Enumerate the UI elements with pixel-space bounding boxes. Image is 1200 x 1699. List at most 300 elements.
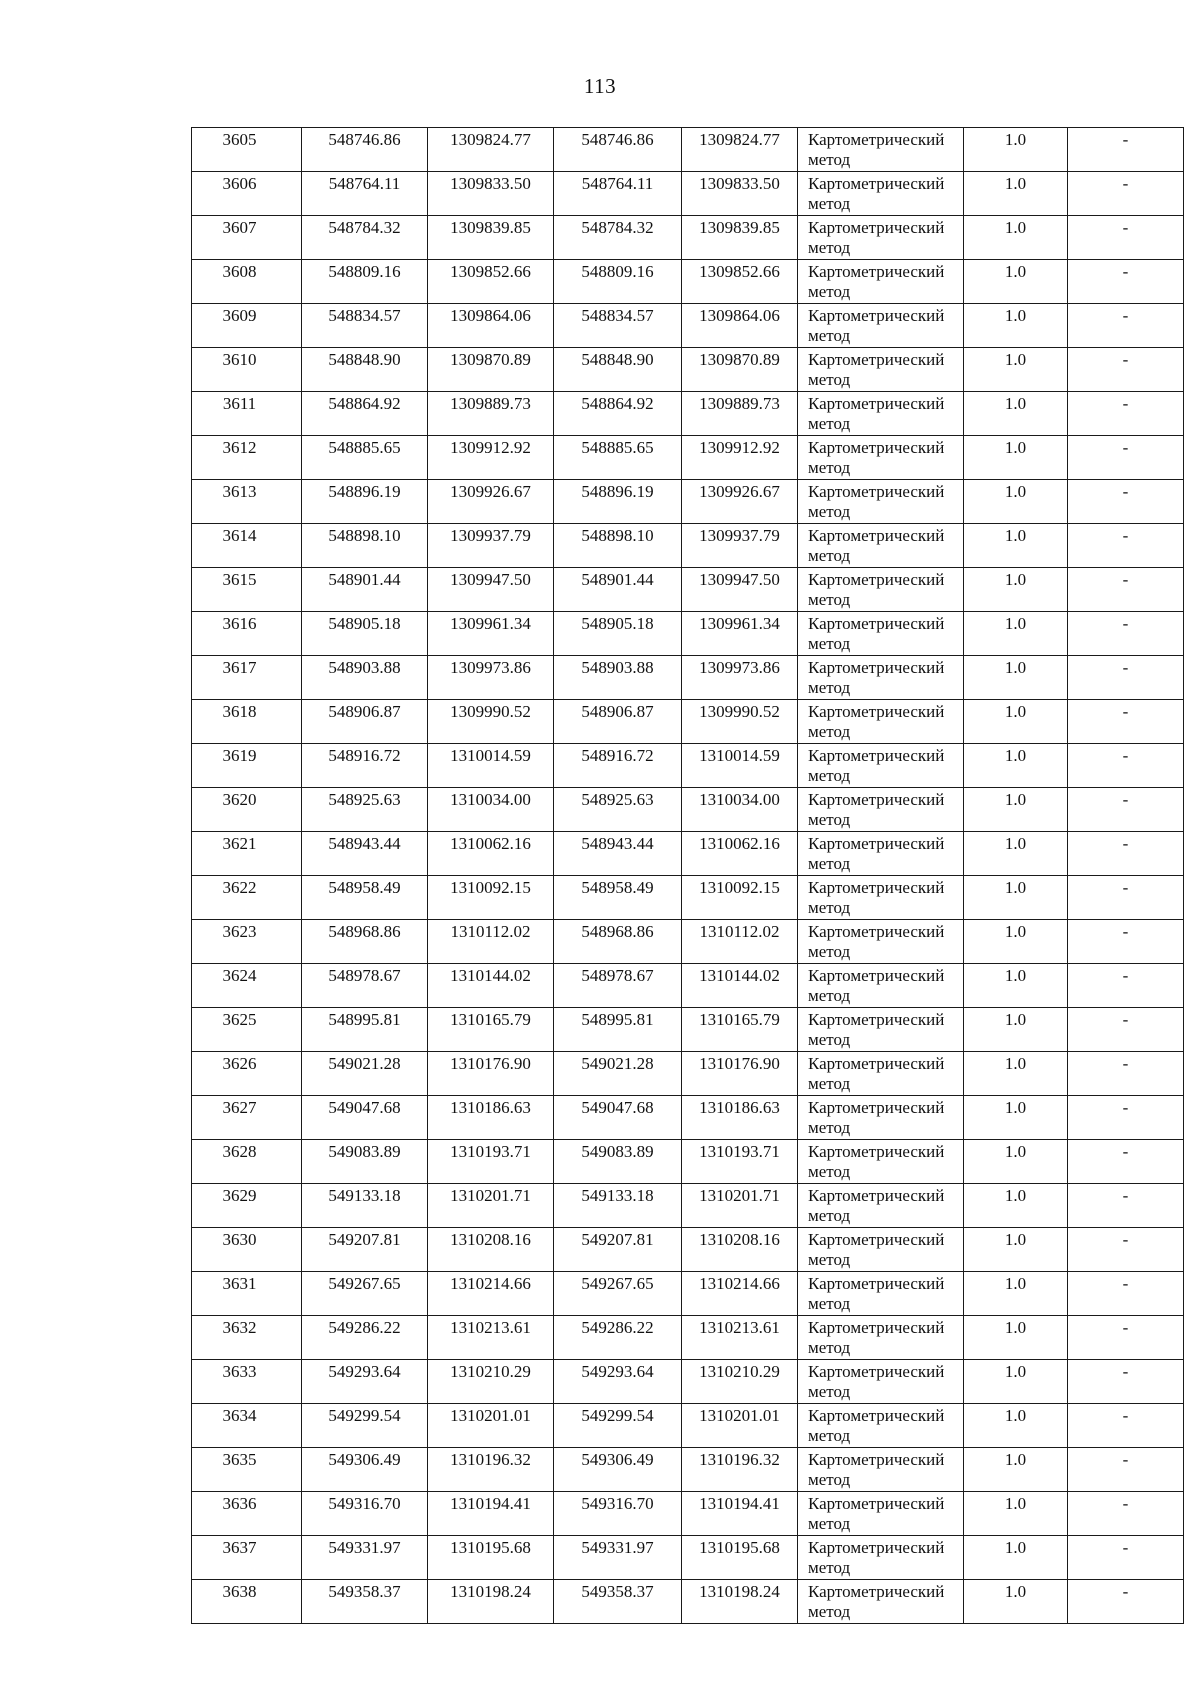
table-row xyxy=(192,700,1184,744)
note-cell: - xyxy=(1068,392,1184,436)
table-row xyxy=(192,1272,1184,1316)
method-cell: Картометрический метод xyxy=(798,876,964,920)
accuracy-cell: 1.0 xyxy=(964,1008,1068,1052)
point-number-cell: 3617 xyxy=(192,656,302,700)
accuracy-cell: 1.0 xyxy=(964,348,1068,392)
x-existing-cell: 548848.90 xyxy=(302,348,428,392)
point-number-cell: 3618 xyxy=(192,700,302,744)
y-existing-cell: 1310112.02 xyxy=(428,920,554,964)
method-cell: Картометрический метод xyxy=(798,1228,964,1272)
y-existing-cell: 1310210.29 xyxy=(428,1360,554,1404)
x-existing-cell: 548898.10 xyxy=(302,524,428,568)
point-number-cell: 3606 xyxy=(192,172,302,216)
x-refined-cell: 548906.87 xyxy=(554,700,682,744)
x-existing-cell: 548809.16 xyxy=(302,260,428,304)
method-cell: Картометрический метод xyxy=(798,788,964,832)
note-cell: - xyxy=(1068,1184,1184,1228)
table-row xyxy=(192,920,1184,964)
x-refined-cell: 549293.64 xyxy=(554,1360,682,1404)
x-existing-cell: 549083.89 xyxy=(302,1140,428,1184)
y-existing-cell: 1310092.15 xyxy=(428,876,554,920)
table-row xyxy=(192,568,1184,612)
y-refined-cell: 1310195.68 xyxy=(682,1536,798,1580)
accuracy-cell: 1.0 xyxy=(964,1360,1068,1404)
y-existing-cell: 1309889.73 xyxy=(428,392,554,436)
y-existing-cell: 1310195.68 xyxy=(428,1536,554,1580)
accuracy-cell: 1.0 xyxy=(964,216,1068,260)
y-refined-cell: 1310186.63 xyxy=(682,1096,798,1140)
x-existing-cell: 548995.81 xyxy=(302,1008,428,1052)
point-number-cell: 3633 xyxy=(192,1360,302,1404)
x-refined-cell: 549316.70 xyxy=(554,1492,682,1536)
point-number-cell: 3615 xyxy=(192,568,302,612)
x-refined-cell: 548885.65 xyxy=(554,436,682,480)
y-existing-cell: 1310034.00 xyxy=(428,788,554,832)
x-refined-cell: 549286.22 xyxy=(554,1316,682,1360)
y-refined-cell: 1310092.15 xyxy=(682,876,798,920)
y-existing-cell: 1309961.34 xyxy=(428,612,554,656)
y-refined-cell: 1309870.89 xyxy=(682,348,798,392)
method-cell: Картометрический метод xyxy=(798,1360,964,1404)
y-refined-cell: 1309926.67 xyxy=(682,480,798,524)
x-refined-cell: 549083.89 xyxy=(554,1140,682,1184)
method-cell: Картометрический метод xyxy=(798,832,964,876)
method-cell: Картометрический метод xyxy=(798,260,964,304)
y-existing-cell: 1310201.71 xyxy=(428,1184,554,1228)
note-cell: - xyxy=(1068,1360,1184,1404)
accuracy-cell: 1.0 xyxy=(964,656,1068,700)
x-refined-cell: 549299.54 xyxy=(554,1404,682,1448)
x-refined-cell: 548848.90 xyxy=(554,348,682,392)
table-row xyxy=(192,1096,1184,1140)
x-existing-cell: 548896.19 xyxy=(302,480,428,524)
x-refined-cell: 549207.81 xyxy=(554,1228,682,1272)
note-cell: - xyxy=(1068,1008,1184,1052)
table-row xyxy=(192,612,1184,656)
method-cell: Картометрический метод xyxy=(798,1272,964,1316)
method-cell: Картометрический метод xyxy=(798,964,964,1008)
point-number-cell: 3631 xyxy=(192,1272,302,1316)
x-refined-cell: 548764.11 xyxy=(554,172,682,216)
y-refined-cell: 1310112.02 xyxy=(682,920,798,964)
note-cell: - xyxy=(1068,1140,1184,1184)
note-cell: - xyxy=(1068,744,1184,788)
note-cell: - xyxy=(1068,700,1184,744)
method-cell: Картометрический метод xyxy=(798,1316,964,1360)
note-cell: - xyxy=(1068,436,1184,480)
accuracy-cell: 1.0 xyxy=(964,480,1068,524)
table-row xyxy=(192,964,1184,1008)
y-refined-cell: 1309912.92 xyxy=(682,436,798,480)
accuracy-cell: 1.0 xyxy=(964,832,1068,876)
x-refined-cell: 548925.63 xyxy=(554,788,682,832)
y-refined-cell: 1309990.52 xyxy=(682,700,798,744)
y-existing-cell: 1310208.16 xyxy=(428,1228,554,1272)
accuracy-cell: 1.0 xyxy=(964,1492,1068,1536)
accuracy-cell: 1.0 xyxy=(964,1272,1068,1316)
accuracy-cell: 1.0 xyxy=(964,172,1068,216)
note-cell: - xyxy=(1068,788,1184,832)
y-existing-cell: 1309839.85 xyxy=(428,216,554,260)
page-number: 113 xyxy=(583,74,617,98)
point-number-cell: 3624 xyxy=(192,964,302,1008)
note-cell: - xyxy=(1068,1052,1184,1096)
method-cell: Картометрический метод xyxy=(798,1448,964,1492)
table-row xyxy=(192,1404,1184,1448)
table-row xyxy=(192,524,1184,568)
accuracy-cell: 1.0 xyxy=(964,260,1068,304)
method-cell: Картометрический метод xyxy=(798,172,964,216)
accuracy-cell: 1.0 xyxy=(964,304,1068,348)
note-cell: - xyxy=(1068,172,1184,216)
x-existing-cell: 548943.44 xyxy=(302,832,428,876)
point-number-cell: 3637 xyxy=(192,1536,302,1580)
y-refined-cell: 1310213.61 xyxy=(682,1316,798,1360)
x-existing-cell: 549133.18 xyxy=(302,1184,428,1228)
table-row xyxy=(192,436,1184,480)
note-cell: - xyxy=(1068,1316,1184,1360)
y-existing-cell: 1309824.77 xyxy=(428,128,554,172)
point-number-cell: 3635 xyxy=(192,1448,302,1492)
x-existing-cell: 548968.86 xyxy=(302,920,428,964)
accuracy-cell: 1.0 xyxy=(964,1404,1068,1448)
note-cell: - xyxy=(1068,656,1184,700)
accuracy-cell: 1.0 xyxy=(964,700,1068,744)
y-refined-cell: 1310165.79 xyxy=(682,1008,798,1052)
method-cell: Картометрический метод xyxy=(798,744,964,788)
x-refined-cell: 549047.68 xyxy=(554,1096,682,1140)
note-cell: - xyxy=(1068,1272,1184,1316)
y-refined-cell: 1310062.16 xyxy=(682,832,798,876)
y-existing-cell: 1310062.16 xyxy=(428,832,554,876)
accuracy-cell: 1.0 xyxy=(964,1228,1068,1272)
y-refined-cell: 1310144.02 xyxy=(682,964,798,1008)
point-number-cell: 3614 xyxy=(192,524,302,568)
x-refined-cell: 548834.57 xyxy=(554,304,682,348)
y-existing-cell: 1310213.61 xyxy=(428,1316,554,1360)
x-existing-cell: 548958.49 xyxy=(302,876,428,920)
x-existing-cell: 548916.72 xyxy=(302,744,428,788)
x-refined-cell: 549331.97 xyxy=(554,1536,682,1580)
accuracy-cell: 1.0 xyxy=(964,524,1068,568)
x-refined-cell: 548864.92 xyxy=(554,392,682,436)
y-refined-cell: 1310210.29 xyxy=(682,1360,798,1404)
x-existing-cell: 549286.22 xyxy=(302,1316,428,1360)
table-row xyxy=(192,832,1184,876)
point-number-cell: 3609 xyxy=(192,304,302,348)
method-cell: Картометрический метод xyxy=(798,1140,964,1184)
method-cell: Картометрический метод xyxy=(798,1580,964,1624)
x-existing-cell: 548834.57 xyxy=(302,304,428,348)
x-existing-cell: 548764.11 xyxy=(302,172,428,216)
y-existing-cell: 1310165.79 xyxy=(428,1008,554,1052)
point-number-cell: 3626 xyxy=(192,1052,302,1096)
y-existing-cell: 1310193.71 xyxy=(428,1140,554,1184)
method-cell: Картометрический метод xyxy=(798,920,964,964)
point-number-cell: 3607 xyxy=(192,216,302,260)
y-existing-cell: 1310144.02 xyxy=(428,964,554,1008)
point-number-cell: 3612 xyxy=(192,436,302,480)
x-existing-cell: 549306.49 xyxy=(302,1448,428,1492)
x-refined-cell: 548905.18 xyxy=(554,612,682,656)
y-existing-cell: 1309973.86 xyxy=(428,656,554,700)
accuracy-cell: 1.0 xyxy=(964,128,1068,172)
accuracy-cell: 1.0 xyxy=(964,568,1068,612)
note-cell: - xyxy=(1068,1096,1184,1140)
y-refined-cell: 1309864.06 xyxy=(682,304,798,348)
y-existing-cell: 1310214.66 xyxy=(428,1272,554,1316)
accuracy-cell: 1.0 xyxy=(964,436,1068,480)
x-refined-cell: 549133.18 xyxy=(554,1184,682,1228)
x-refined-cell: 548784.32 xyxy=(554,216,682,260)
method-cell: Картометрический метод xyxy=(798,1492,964,1536)
y-refined-cell: 1309824.77 xyxy=(682,128,798,172)
y-existing-cell: 1309990.52 xyxy=(428,700,554,744)
accuracy-cell: 1.0 xyxy=(964,920,1068,964)
table-row xyxy=(192,1536,1184,1580)
accuracy-cell: 1.0 xyxy=(964,788,1068,832)
table-row xyxy=(192,1140,1184,1184)
method-cell: Картометрический метод xyxy=(798,1008,964,1052)
point-number-cell: 3608 xyxy=(192,260,302,304)
y-refined-cell: 1310214.66 xyxy=(682,1272,798,1316)
note-cell: - xyxy=(1068,1492,1184,1536)
method-cell: Картометрический метод xyxy=(798,480,964,524)
accuracy-cell: 1.0 xyxy=(964,1052,1068,1096)
method-cell: Картометрический метод xyxy=(798,436,964,480)
point-number-cell: 3605 xyxy=(192,128,302,172)
x-refined-cell: 549267.65 xyxy=(554,1272,682,1316)
y-existing-cell: 1309912.92 xyxy=(428,436,554,480)
note-cell: - xyxy=(1068,1228,1184,1272)
note-cell: - xyxy=(1068,524,1184,568)
x-existing-cell: 548901.44 xyxy=(302,568,428,612)
y-refined-cell: 1310196.32 xyxy=(682,1448,798,1492)
x-existing-cell: 548906.87 xyxy=(302,700,428,744)
y-refined-cell: 1310201.01 xyxy=(682,1404,798,1448)
x-refined-cell: 548746.86 xyxy=(554,128,682,172)
y-refined-cell: 1309937.79 xyxy=(682,524,798,568)
y-existing-cell: 1310201.01 xyxy=(428,1404,554,1448)
x-existing-cell: 549358.37 xyxy=(302,1580,428,1624)
y-refined-cell: 1310198.24 xyxy=(682,1580,798,1624)
y-existing-cell: 1309926.67 xyxy=(428,480,554,524)
y-refined-cell: 1309833.50 xyxy=(682,172,798,216)
method-cell: Картометрический метод xyxy=(798,656,964,700)
method-cell: Картометрический метод xyxy=(798,1184,964,1228)
y-refined-cell: 1310014.59 xyxy=(682,744,798,788)
note-cell: - xyxy=(1068,1404,1184,1448)
x-refined-cell: 548901.44 xyxy=(554,568,682,612)
point-number-cell: 3625 xyxy=(192,1008,302,1052)
table-row xyxy=(192,260,1184,304)
accuracy-cell: 1.0 xyxy=(964,1140,1068,1184)
accuracy-cell: 1.0 xyxy=(964,1184,1068,1228)
method-cell: Картометрический метод xyxy=(798,524,964,568)
x-refined-cell: 548898.10 xyxy=(554,524,682,568)
y-existing-cell: 1309870.89 xyxy=(428,348,554,392)
x-refined-cell: 548896.19 xyxy=(554,480,682,524)
note-cell: - xyxy=(1068,964,1184,1008)
table-row xyxy=(192,1184,1184,1228)
point-number-cell: 3632 xyxy=(192,1316,302,1360)
note-cell: - xyxy=(1068,568,1184,612)
note-cell: - xyxy=(1068,216,1184,260)
note-cell: - xyxy=(1068,612,1184,656)
point-number-cell: 3620 xyxy=(192,788,302,832)
note-cell: - xyxy=(1068,1580,1184,1624)
x-refined-cell: 548903.88 xyxy=(554,656,682,700)
table-row xyxy=(192,788,1184,832)
note-cell: - xyxy=(1068,128,1184,172)
x-existing-cell: 549267.65 xyxy=(302,1272,428,1316)
method-cell: Картометрический метод xyxy=(798,216,964,260)
y-refined-cell: 1310193.71 xyxy=(682,1140,798,1184)
x-existing-cell: 549331.97 xyxy=(302,1536,428,1580)
y-refined-cell: 1310034.00 xyxy=(682,788,798,832)
accuracy-cell: 1.0 xyxy=(964,1316,1068,1360)
x-refined-cell: 548968.86 xyxy=(554,920,682,964)
table-row xyxy=(192,1580,1184,1624)
point-number-cell: 3636 xyxy=(192,1492,302,1536)
y-existing-cell: 1310014.59 xyxy=(428,744,554,788)
method-cell: Картометрический метод xyxy=(798,392,964,436)
y-existing-cell: 1309937.79 xyxy=(428,524,554,568)
x-existing-cell: 548864.92 xyxy=(302,392,428,436)
x-refined-cell: 549358.37 xyxy=(554,1580,682,1624)
y-existing-cell: 1310196.32 xyxy=(428,1448,554,1492)
accuracy-cell: 1.0 xyxy=(964,392,1068,436)
table-row xyxy=(192,1008,1184,1052)
table-row xyxy=(192,876,1184,920)
point-number-cell: 3629 xyxy=(192,1184,302,1228)
x-existing-cell: 548746.86 xyxy=(302,128,428,172)
method-cell: Картометрический метод xyxy=(798,304,964,348)
y-refined-cell: 1309961.34 xyxy=(682,612,798,656)
y-existing-cell: 1309852.66 xyxy=(428,260,554,304)
x-existing-cell: 548903.88 xyxy=(302,656,428,700)
point-number-cell: 3621 xyxy=(192,832,302,876)
note-cell: - xyxy=(1068,1448,1184,1492)
table-row xyxy=(192,128,1184,172)
table-row xyxy=(192,1360,1184,1404)
y-refined-cell: 1310208.16 xyxy=(682,1228,798,1272)
x-existing-cell: 549293.64 xyxy=(302,1360,428,1404)
point-number-cell: 3611 xyxy=(192,392,302,436)
method-cell: Картометрический метод xyxy=(798,128,964,172)
x-existing-cell: 549207.81 xyxy=(302,1228,428,1272)
point-number-cell: 3630 xyxy=(192,1228,302,1272)
x-existing-cell: 549021.28 xyxy=(302,1052,428,1096)
point-number-cell: 3634 xyxy=(192,1404,302,1448)
table-row xyxy=(192,1316,1184,1360)
table-row xyxy=(192,392,1184,436)
y-existing-cell: 1310194.41 xyxy=(428,1492,554,1536)
x-existing-cell: 548925.63 xyxy=(302,788,428,832)
method-cell: Картометрический метод xyxy=(798,568,964,612)
point-number-cell: 3619 xyxy=(192,744,302,788)
accuracy-cell: 1.0 xyxy=(964,612,1068,656)
accuracy-cell: 1.0 xyxy=(964,1536,1068,1580)
y-existing-cell: 1309833.50 xyxy=(428,172,554,216)
y-refined-cell: 1310176.90 xyxy=(682,1052,798,1096)
x-existing-cell: 548885.65 xyxy=(302,436,428,480)
x-refined-cell: 549306.49 xyxy=(554,1448,682,1492)
point-number-cell: 3638 xyxy=(192,1580,302,1624)
table-row xyxy=(192,1052,1184,1096)
y-refined-cell: 1309947.50 xyxy=(682,568,798,612)
point-number-cell: 3628 xyxy=(192,1140,302,1184)
x-refined-cell: 548916.72 xyxy=(554,744,682,788)
point-number-cell: 3613 xyxy=(192,480,302,524)
note-cell: - xyxy=(1068,876,1184,920)
method-cell: Картометрический метод xyxy=(798,348,964,392)
point-number-cell: 3610 xyxy=(192,348,302,392)
table-row xyxy=(192,744,1184,788)
y-refined-cell: 1310194.41 xyxy=(682,1492,798,1536)
x-existing-cell: 549299.54 xyxy=(302,1404,428,1448)
accuracy-cell: 1.0 xyxy=(964,1448,1068,1492)
point-number-cell: 3622 xyxy=(192,876,302,920)
table-body xyxy=(192,128,1184,1624)
x-existing-cell: 548905.18 xyxy=(302,612,428,656)
accuracy-cell: 1.0 xyxy=(964,876,1068,920)
y-existing-cell: 1310198.24 xyxy=(428,1580,554,1624)
table-row xyxy=(192,1448,1184,1492)
note-cell: - xyxy=(1068,304,1184,348)
table-row xyxy=(192,172,1184,216)
table-row xyxy=(192,1228,1184,1272)
y-existing-cell: 1310186.63 xyxy=(428,1096,554,1140)
x-existing-cell: 549316.70 xyxy=(302,1492,428,1536)
method-cell: Картометрический метод xyxy=(798,1052,964,1096)
method-cell: Картометрический метод xyxy=(798,1404,964,1448)
y-refined-cell: 1309973.86 xyxy=(682,656,798,700)
table-row xyxy=(192,216,1184,260)
method-cell: Картометрический метод xyxy=(798,1536,964,1580)
y-refined-cell: 1309889.73 xyxy=(682,392,798,436)
y-refined-cell: 1310201.71 xyxy=(682,1184,798,1228)
table-row xyxy=(192,656,1184,700)
y-existing-cell: 1309864.06 xyxy=(428,304,554,348)
accuracy-cell: 1.0 xyxy=(964,1096,1068,1140)
point-number-cell: 3616 xyxy=(192,612,302,656)
table-row xyxy=(192,1492,1184,1536)
point-number-cell: 3623 xyxy=(192,920,302,964)
method-cell: Картометрический метод xyxy=(798,612,964,656)
x-refined-cell: 548958.49 xyxy=(554,876,682,920)
accuracy-cell: 1.0 xyxy=(964,744,1068,788)
table-row xyxy=(192,480,1184,524)
note-cell: - xyxy=(1068,832,1184,876)
note-cell: - xyxy=(1068,920,1184,964)
coordinates-table xyxy=(191,127,1184,1624)
note-cell: - xyxy=(1068,348,1184,392)
x-refined-cell: 549021.28 xyxy=(554,1052,682,1096)
accuracy-cell: 1.0 xyxy=(964,964,1068,1008)
point-number-cell: 3627 xyxy=(192,1096,302,1140)
note-cell: - xyxy=(1068,1536,1184,1580)
method-cell: Картометрический метод xyxy=(798,700,964,744)
y-existing-cell: 1310176.90 xyxy=(428,1052,554,1096)
x-refined-cell: 548995.81 xyxy=(554,1008,682,1052)
note-cell: - xyxy=(1068,260,1184,304)
x-refined-cell: 548978.67 xyxy=(554,964,682,1008)
coordinates-table-container xyxy=(191,127,1183,1624)
y-existing-cell: 1309947.50 xyxy=(428,568,554,612)
y-refined-cell: 1309839.85 xyxy=(682,216,798,260)
x-existing-cell: 548978.67 xyxy=(302,964,428,1008)
